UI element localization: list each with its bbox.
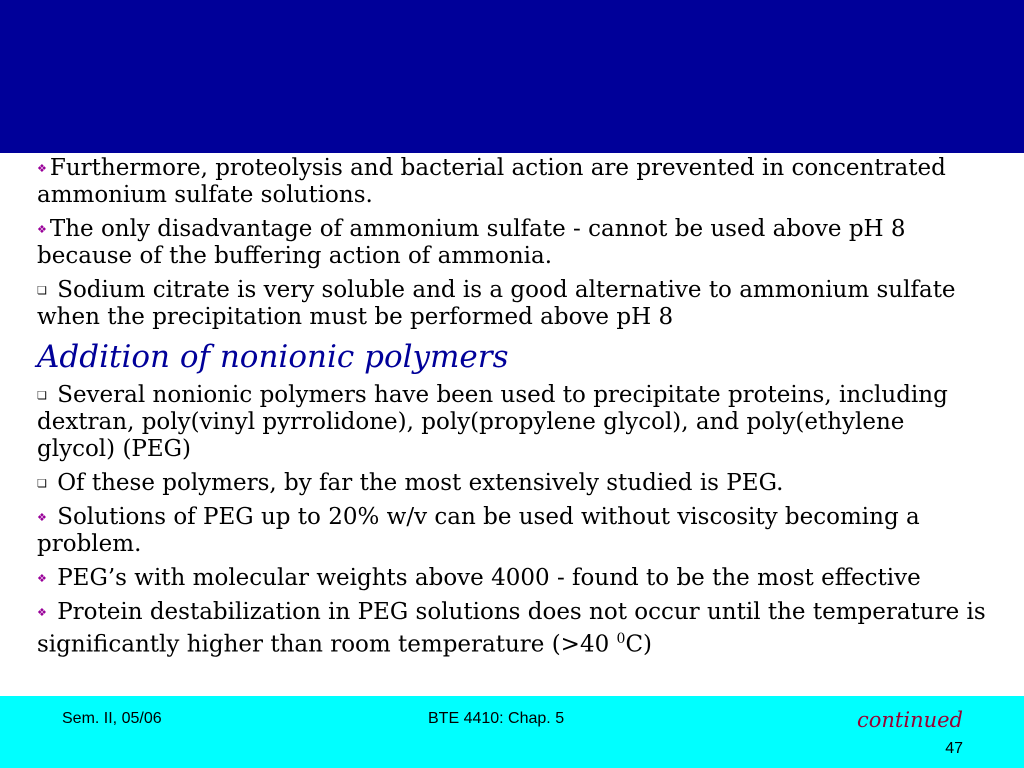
bullet-text: Solutions of PEG up to 20% w/v can be used without viscosity becoming a problem. (37, 504, 920, 557)
diamond-bullet-icon: ❖ (37, 606, 47, 619)
slide-content (37, 155, 987, 666)
bullet-item (37, 504, 987, 558)
bullet-text: Several nonionic polymers have been used to precipitate proteins, including dextran, poly(vinyl pyrrolidone), poly(propylene glycol), and poly(ethylene glycol) (PEG) (37, 382, 948, 462)
bullet-item (37, 470, 987, 497)
bullet-text: The only disadvantage of ammonium sulfate - cannot be used above pH 8 because of the buffering action of ammonia. (37, 216, 906, 269)
bullet-text: Of these polymers, by far the most extensively studied is PEG. (57, 470, 784, 496)
section-heading: Addition of nonionic polymers (37, 339, 509, 375)
footer-course: BTE 4410: Chap. 5 (428, 710, 565, 727)
diamond-bullet-icon: ❖ (37, 162, 47, 175)
bullet-text-suffix: C) (625, 631, 653, 658)
diamond-bullet-icon: ❖ (37, 572, 47, 585)
square-bullet-icon: ❏ (37, 389, 47, 402)
bullet-text: Sodium citrate is very soluble and is a good alternative to ammonium sulfate when the precipitation must be performed above pH 8 (37, 277, 956, 330)
bullet-item (37, 382, 987, 463)
diamond-bullet-icon: ❖ (37, 511, 47, 524)
header-band (0, 0, 1024, 153)
bullet-item (37, 216, 987, 270)
bullet-text: Protein destabilization in PEG solutions does not occur until the temperature is significantly higher than room temperature (>40 (37, 599, 986, 658)
footer-continued: continued (856, 708, 963, 732)
square-bullet-icon: ❏ (37, 477, 47, 490)
bullet-item (37, 155, 987, 209)
bullet-item (37, 277, 987, 331)
degree-superscript: 0 (616, 631, 626, 647)
diamond-bullet-icon: ❖ (37, 223, 47, 236)
bullet-text: PEG’s with molecular weights above 4000 - found to be the most effective (57, 565, 921, 591)
bullet-text: Furthermore, proteolysis and bacterial action are prevented in concentrated ammonium sulfate solutions. (37, 155, 946, 208)
square-bullet-icon: ❏ (37, 284, 47, 297)
page-number: 47 (945, 740, 963, 757)
bullet-item (37, 565, 987, 592)
footer-band (0, 696, 1024, 768)
bullet-item (37, 599, 987, 659)
footer-semester: Sem. II, 05/06 (62, 710, 162, 727)
